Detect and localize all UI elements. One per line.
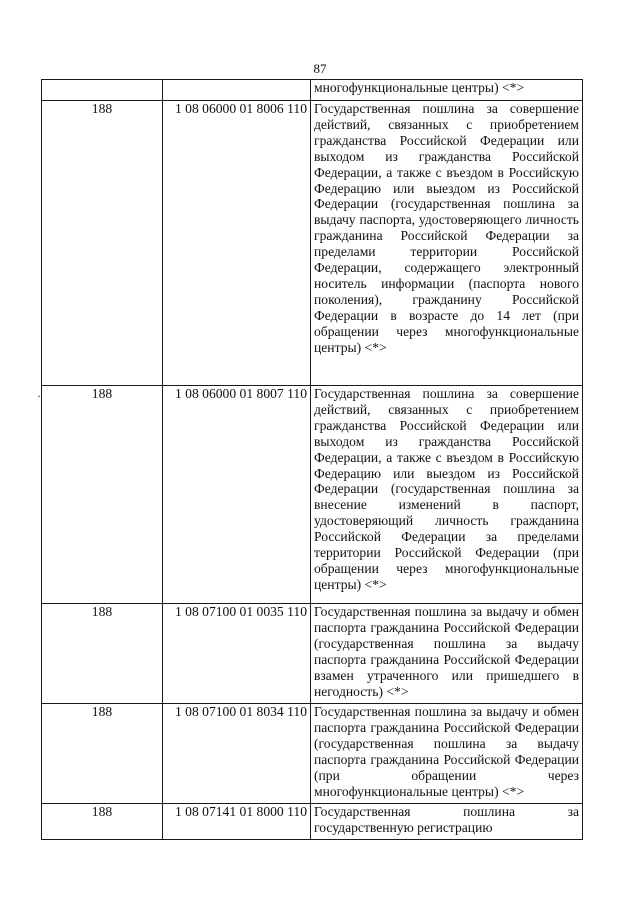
admin-code-cell: 188 xyxy=(42,386,163,604)
description-cell: многофункциональные центры) <*> xyxy=(311,80,583,101)
admin-code-cell: 188 xyxy=(42,604,163,704)
admin-code-cell xyxy=(42,80,163,101)
kbk-code-cell: 1 08 06000 01 8007 110 xyxy=(163,386,311,604)
admin-code-cell: 188 xyxy=(42,101,163,386)
table-row xyxy=(42,101,583,386)
kbk-code-cell xyxy=(163,80,311,101)
description-cell: Государственная пошлина за государственную регистрацию xyxy=(311,804,583,840)
description-cell: Государственная пошлина за совершение действий, связанных с приобретением гражданства Российской Федерации или выходом из гражданства Российской Федерации, а также с въездом в Российскую Федерацию или выездом из Российской Федерации (государственная пошлина за внесение изменений в паспорт, удостоверяющий личность гражданина Российской Федерации за пределами территории Российской Федерации (при обращении через многофункциональные центры) <*> xyxy=(311,386,583,604)
kbk-code-cell: 1 08 07100 01 8034 110 xyxy=(163,704,311,804)
table-row xyxy=(42,386,583,604)
description-cell: Государственная пошлина за выдачу и обмен паспорта гражданина Российской Федерации (государственная пошлина за выдачу паспорта гражданина Российской Федерации взамен утраченного или пришедшего в негодность) <*> xyxy=(311,604,583,704)
table-row xyxy=(42,604,583,704)
kbk-code-cell: 1 08 06000 01 8006 110 xyxy=(163,101,311,386)
table-row xyxy=(42,804,583,840)
budget-code-table xyxy=(41,79,583,840)
kbk-code-cell: 1 08 07100 01 0035 110 xyxy=(163,604,311,704)
table-row xyxy=(42,704,583,804)
description-cell: Государственная пошлина за совершение действий, связанных с приобретением гражданства Российской Федерации или выходом из гражданства Российской Федерации, а также с въездом в Российскую Федерацию или выездом из Российской Федерации (государственная пошлина за выдачу паспорта, удостоверяющего личность гражданина Российской Федерации за пределами территории Российской Федерации, содержащего электронный носитель информации (паспорта нового поколения), гражданину Российской Федерации в возрасте до 14 лет (при обращении через многофункциональные центры) <*> xyxy=(311,101,583,386)
margin-mark: · xyxy=(37,389,41,403)
table-row xyxy=(42,80,583,101)
description-cell: Государственная пошлина за выдачу и обмен паспорта гражданина Российской Федерации (государственная пошлина за выдачу паспорта гражданина Российской Федерации (при обращении через многофункциональные центры) <*> xyxy=(311,704,583,804)
admin-code-cell: 188 xyxy=(42,804,163,840)
kbk-code-cell: 1 08 07141 01 8000 110 xyxy=(163,804,311,840)
page-number: 87 xyxy=(313,61,327,76)
admin-code-cell: 188 xyxy=(42,704,163,804)
